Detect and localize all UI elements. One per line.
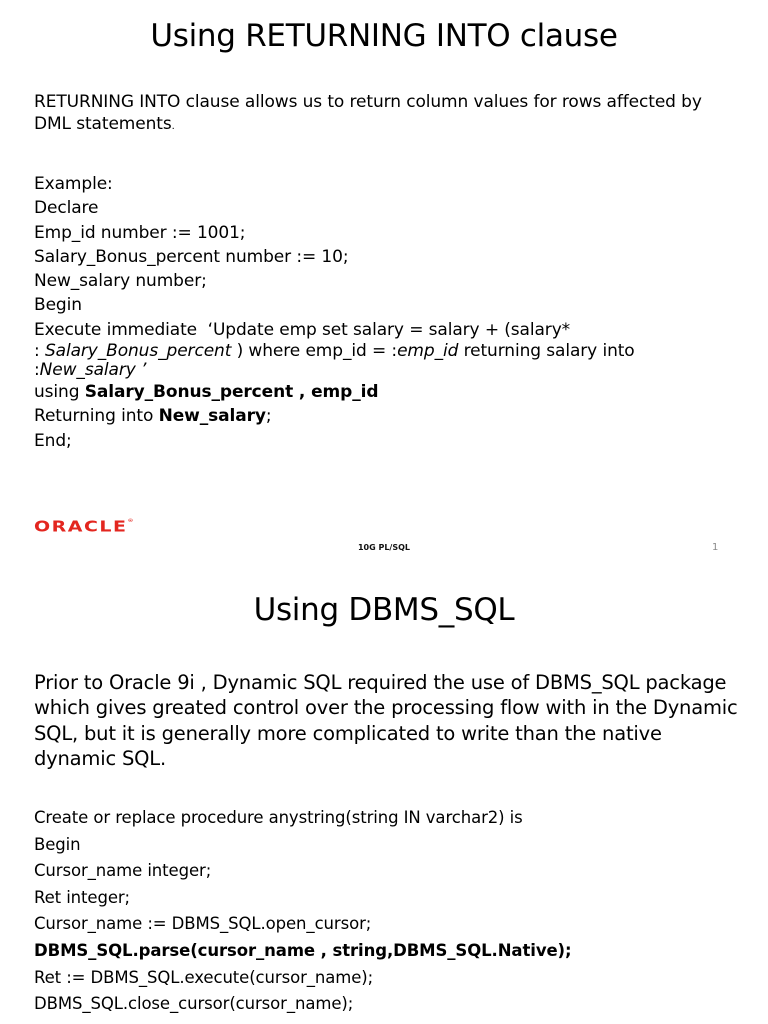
slide-1-intro-text: RETURNING INTO clause allows us to return column values for rows affected by DML statements xyxy=(34,92,702,134)
code-line xyxy=(34,342,734,361)
code-line: Salary_Bonus_percent number := 10; xyxy=(34,246,349,267)
page-number: 1 xyxy=(712,542,719,553)
slide-1-intro-dot: . xyxy=(171,121,175,132)
code-line: Emp_id number := 1001; xyxy=(34,222,246,243)
slide-2-title: Using DBMS_SQL xyxy=(253,592,515,628)
oracle-logo xyxy=(34,518,134,535)
code-line: End; xyxy=(34,430,72,451)
code-line: Declare xyxy=(34,198,99,219)
code-line: Begin xyxy=(34,295,82,316)
code-line: Ret := DBMS_SQL.execute(cursor_name); xyxy=(34,967,374,987)
code-line xyxy=(34,380,734,404)
code-fragment: using xyxy=(34,382,85,403)
code-bold: DBMS_SQL.parse(cursor_name , string,DBMS_SQL.Native); xyxy=(34,940,572,960)
code-fragment: Returning into xyxy=(34,406,159,427)
code-bind-var: New_salary ’ xyxy=(39,360,147,381)
code-fragment: ; xyxy=(265,406,272,427)
code-bind-var: emp_id xyxy=(397,341,459,362)
code-line xyxy=(34,361,734,380)
slide-1-intro xyxy=(34,91,734,138)
code-line: Ret integer; xyxy=(34,887,131,907)
slide-2-code xyxy=(34,805,744,1018)
code-fragment: : xyxy=(34,360,40,381)
code-bold: Salary_Bonus_percent , emp_id xyxy=(84,382,379,403)
code-line: Execute immediate ‘Update emp set salary = salary + (salary* xyxy=(34,319,571,340)
code-line: New_salary number; xyxy=(34,271,207,292)
code-line: Create or replace procedure anystring(string IN varchar2) is xyxy=(34,808,523,827)
footer-label: 10G PL/SQL xyxy=(357,543,411,552)
code-line xyxy=(34,938,744,965)
registered-mark: ® xyxy=(127,518,134,524)
code-bold: New_salary xyxy=(158,406,266,427)
slide-2 xyxy=(0,572,768,1024)
code-fragment: : xyxy=(34,341,45,362)
code-fragment: returning salary into xyxy=(458,341,635,362)
slide-2-intro: Prior to Oracle 9i , Dynamic SQL required the use of DBMS_SQL package which gives greated control over the processing flow with in the Dynamic SQL, but it is generally more complicated to write than the native dynamic SQL. xyxy=(34,671,738,770)
code-bind-var: Salary_Bonus_percent xyxy=(44,341,232,362)
code-line: Cursor_name := DBMS_SQL.open_cursor; xyxy=(34,914,372,934)
code-line: Cursor_name integer; xyxy=(34,861,212,881)
code-line: DBMS_SQL.close_cursor(cursor_name); xyxy=(34,994,354,1014)
code-line: Example: xyxy=(34,174,113,194)
code-line xyxy=(34,404,734,428)
oracle-logo-text: ORACLE xyxy=(34,518,128,536)
code-fragment: ) where emp_id = : xyxy=(231,341,398,362)
slide-1-code xyxy=(34,172,734,453)
code-line: Begin xyxy=(34,834,81,854)
slide-1-title: Using RETURNING INTO clause xyxy=(150,18,618,54)
